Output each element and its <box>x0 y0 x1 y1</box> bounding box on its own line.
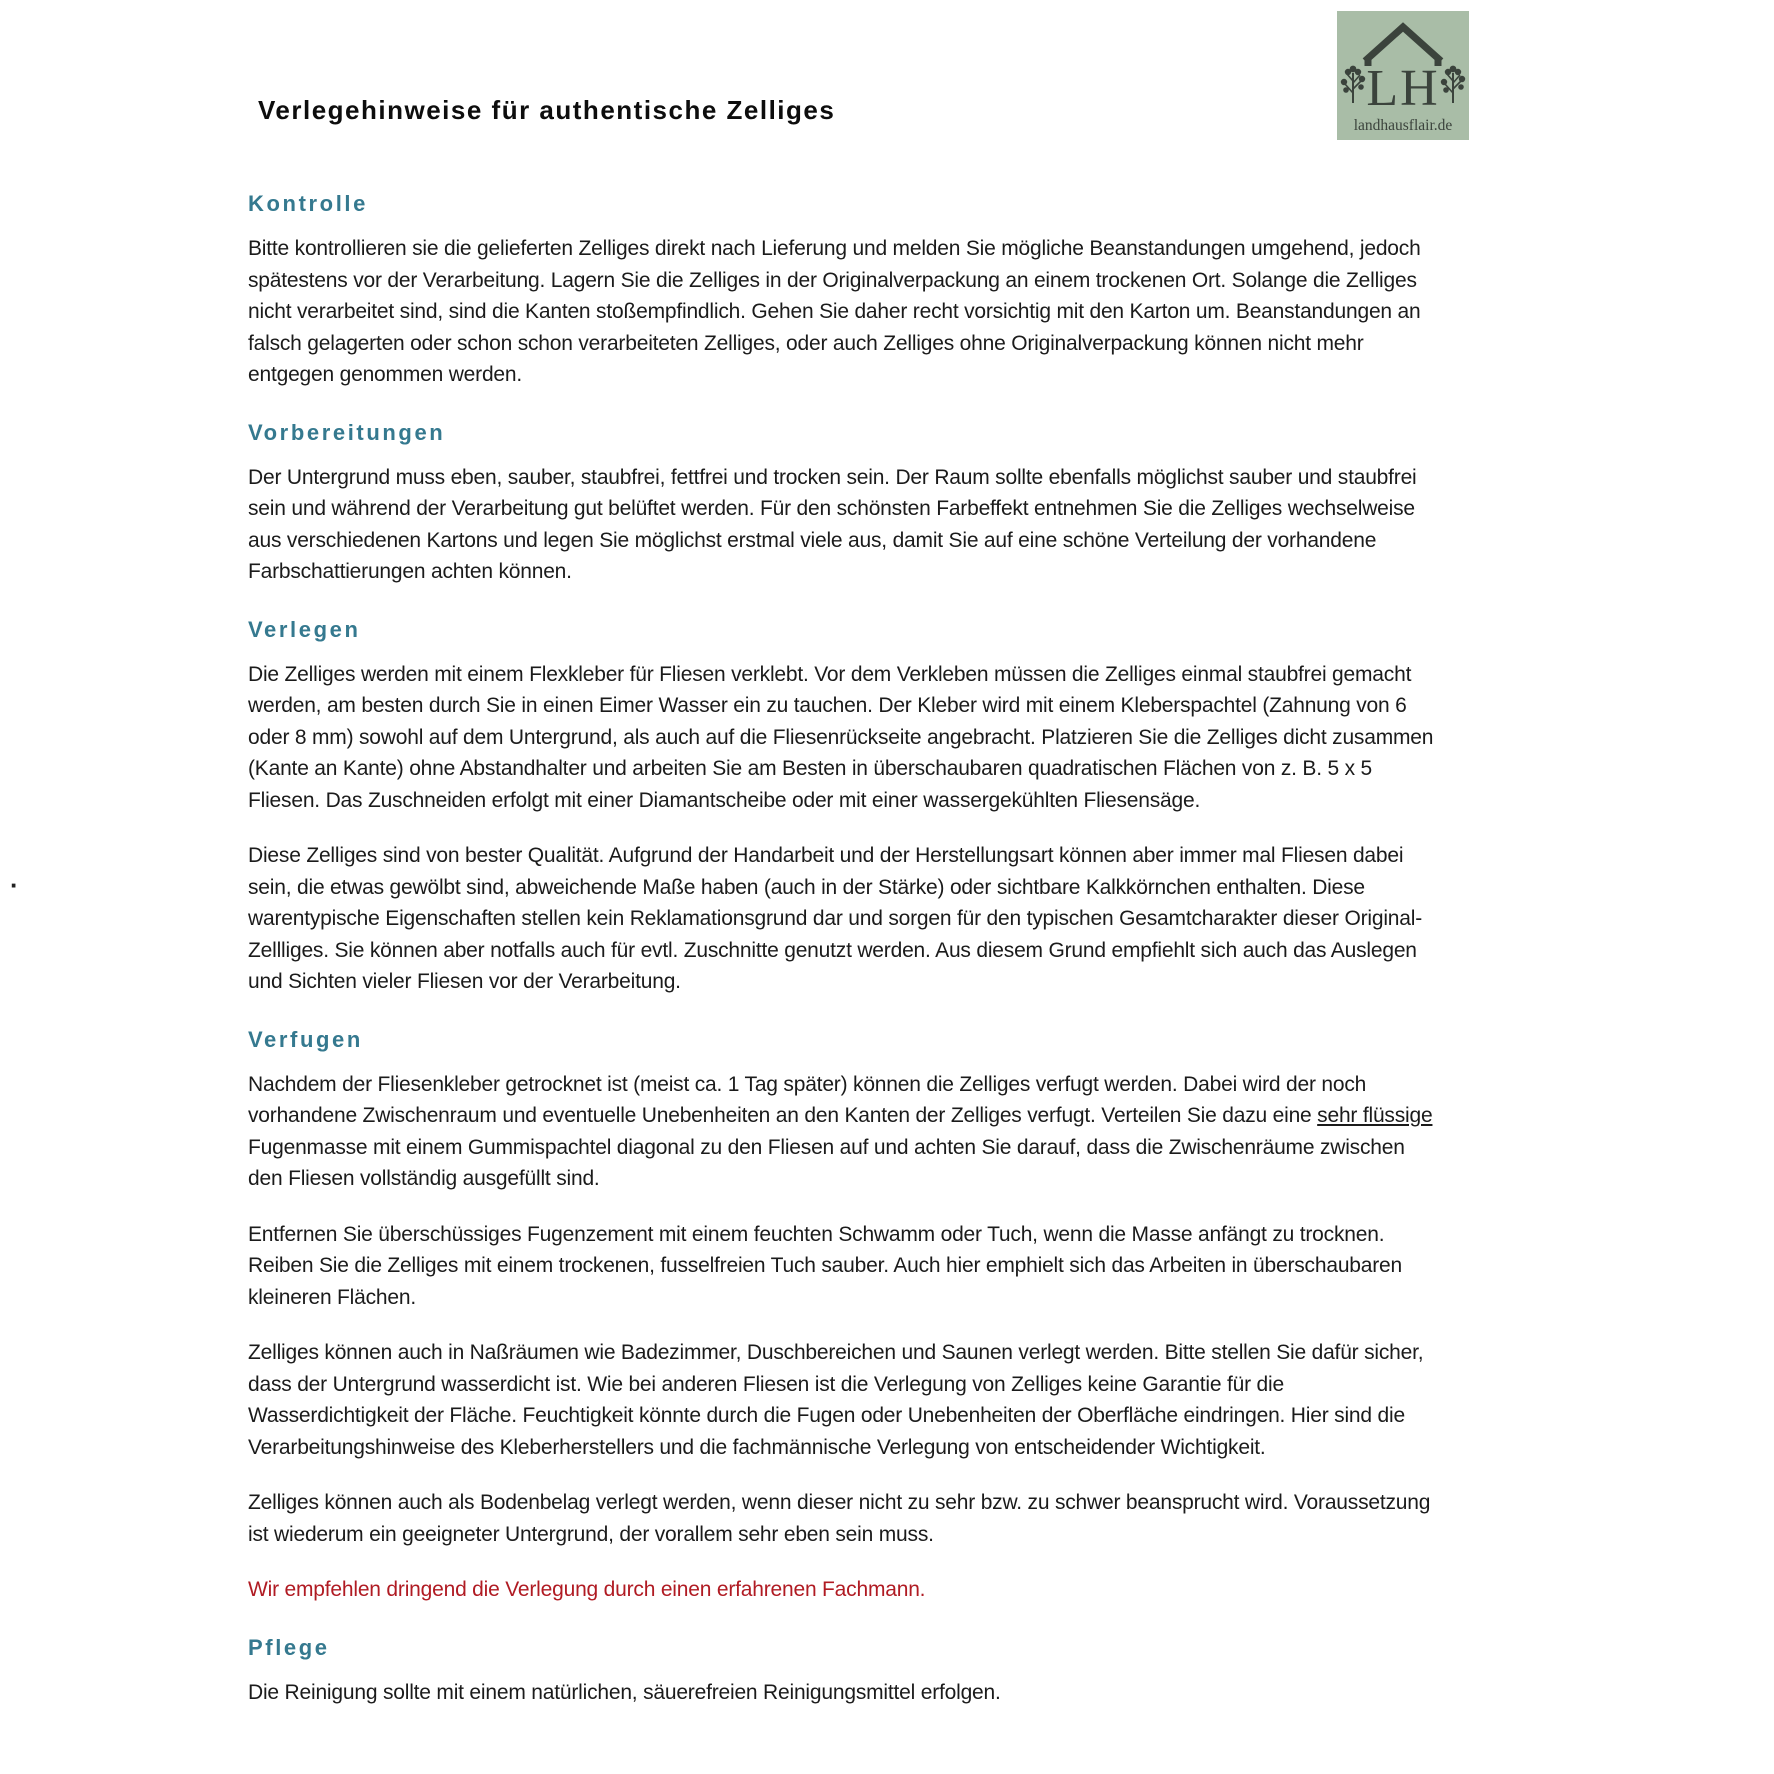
logo-domain-text: landhausflair.de <box>1353 117 1453 134</box>
paragraph-verfugen-1 <box>248 1069 1443 1195</box>
paragraph-vorbereitungen: Der Untergrund muss eben, sauber, staubfrei, fettfrei und trocken sein. Der Raum sollte ebenfalls möglichst sauber und staubfrei sein und während der Verarbeitung gut belüftet werden. Für den schönsten Farbeffekt entnehmen Sie die Zelliges wechselweise aus verschiedenen Kartons und legen Sie möglichst erstmal viele aus, damit Sie auf eine schöne Verteilung der vorhandene Farbschattierungen achten können. <box>248 465 1417 583</box>
logo-monogram: LH <box>1366 60 1440 117</box>
section-heading-pflege: Pflege <box>248 1634 330 1660</box>
recommendation-note: Wir empfehlen dringend die Verlegung durch einen erfahrenen Fachmann. <box>248 1578 926 1601</box>
page-title: Verlegehinweise für authentische Zelliges <box>258 95 836 125</box>
section-heading-kontrolle: Kontrolle <box>248 191 368 216</box>
document-content <box>248 0 1443 1732</box>
paragraph-verlegen-2: Diese Zelliges sind von bester Qualität. Aufgrund der Handarbeit und der Herstellungsart können aber immer mal Fliesen dabei sein, die etwas gewölbt sind, abweichende Maße haben (auch in der Stärke) oder sichtbare Kalkkörnchen enthalten. Diese warentypische Eigenschaften stellen kein Reklamationsgrund dar und sorgen für den typischen Gesamtcharakter dieser Original-Zellliges. Sie können aber notfalls auch für evtl. Zuschnitte genutzt werden. Aus diesem Grund empfiehlt sich auch das Auslegen und Sichten vieler Fliesen vor der Verarbeitung. <box>248 844 1423 993</box>
paragraph-verfugen-3: Zelliges können auch in Naßräumen wie Badezimmer, Duschbereichen und Saunen verlegt werden. Bitte stellen Sie dafür sicher, dass der Untergrund wasserdicht ist. Wie bei anderen Fliesen ist die Verlegung von Zelliges keine Garantie für die Wasserdichtigkeit der Fläche. Feuchtigkeit könnte durch die Fugen oder Unebenheiten der Oberfläche eindringen. Hier sind die Verarbeitungshinweise des Kleberherstellers und die fachmännische Verlegung von entscheidender Wichtigkeit. <box>248 1341 1424 1459</box>
paragraph-kontrolle: Bitte kontrollieren sie die gelieferten Zelliges direkt nach Lieferung und melden Sie mögliche Beanstandungen umgehend, jedoch spätestens vor der Verarbeitung. Lagern Sie die Zelliges in der Originalverpackung an einem trockenen Ort. Solange die Zelliges nicht verarbeitet sind, sind die Kanten stoßempfindlich. Gehen Sie daher recht vorsichtig mit den Karton um. Beanstandungen an falsch gelagerten oder schon schon verarbeiteten Zelliges, oder auch Zelliges ohne Originalverpackung können nicht mehr entgegen genommen werden. <box>248 237 1421 386</box>
paragraph-pflege: Die Reinigung sollte mit einem natürlichen, säuerefreien Reinigungsmittel erfolgen. <box>248 1680 1001 1704</box>
text-run: Nachdem der Fliesenkleber getrocknet ist (meist ca. 1 Tag später) können die Zelliges verfugt werden. Dabei wird der noch vorhandene Zwischenraum und eventuelle Unebenheiten an den Kanten der Zelliges verfugt. Verteilen Sie dazu eine <box>248 1072 1367 1127</box>
section-heading-vorbereitungen: Vorbereitungen <box>248 419 446 445</box>
margin-dot: · <box>10 870 19 900</box>
paragraph-verfugen-4: Zelliges können auch als Bodenbelag verlegt werden, wenn dieser nicht zu sehr bzw. zu schwer beansprucht wird. Voraussetzung ist wiederum ein geeigneter Untergrund, der vorallem sehr eben sein muss. <box>248 1491 1431 1546</box>
paragraph-verlegen-1: Die Zelliges werden mit einem Flexkleber für Fliesen verklebt. Vor dem Verkleben müssen die Zelliges einmal staubfrei gemacht werden, am besten durch Sie in einen Eimer Wasser ein zu tauchen. Der Kleber wird mit einem Kleberspachtel (Zahnung von 6 oder 8 mm) sowohl auf dem Untergrund, als auch auf die Fliesenrückseite angebracht. Platzieren Sie die Zelliges dicht zusammen (Kante an Kante) ohne Abstandhalter und arbeiten Sie am Besten in überschaubaren quadratischen Flächen von z. B. 5 x 5 Fliesen. Das Zuschneiden erfolgt mit einer Diamantscheibe oder mit einer wassergekühlten Fliesensäge. <box>248 662 1434 812</box>
section-heading-verlegen: Verlegen <box>248 616 361 642</box>
paragraph-verfugen-2: Entfernen Sie überschüssiges Fugenzement mit einem feuchten Schwamm oder Tuch, wenn die Masse anfängt zu trocknen. Reiben Sie die Zelliges mit einem trockenen, fusselfreien Tuch sauber. Auch hier emphielt sich das Arbeiten in überschaubaren kleineren Flächen. <box>248 1222 1403 1309</box>
section-heading-verfugen: Verfugen <box>248 1026 363 1052</box>
underlined-text: sehr flüssige <box>1317 1104 1433 1127</box>
text-run: Fugenmasse mit einem Gummispachtel diagonal zu den Fliesen auf und achten Sie darauf, dass die Zwischenräume zwischen den Fliesen vollständig ausgefüllt sind. <box>248 1135 1405 1190</box>
